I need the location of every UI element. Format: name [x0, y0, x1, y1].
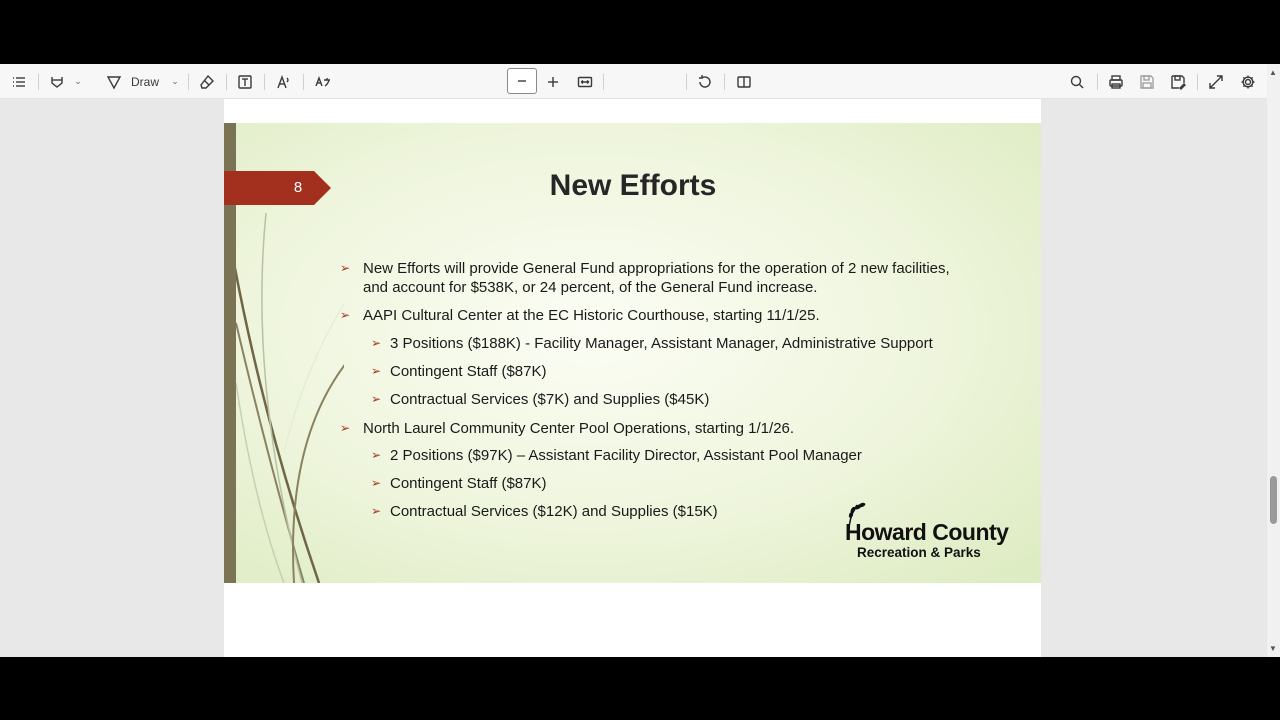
sub-bullet-text: Contractual Services ($12K) and Supplies ($15K): [390, 503, 718, 520]
page-view-icon[interactable]: [733, 64, 755, 99]
sub-bullet-text: 3 Positions ($188K) - Facility Manager, Assistant Manager, Administrative Support: [390, 335, 933, 352]
sub-bullet-text: 2 Positions ($97K) – Assistant Facility Director, Assistant Pool Manager: [390, 447, 862, 464]
bullet-arrow-icon: ➢: [371, 364, 382, 378]
scroll-down-icon[interactable]: ▼: [1269, 644, 1277, 653]
pdf-page: [224, 99, 1041, 657]
save-as-icon[interactable]: [1167, 64, 1189, 99]
draw-icon[interactable]: [104, 64, 124, 99]
scrollbar-thumb[interactable]: [1270, 476, 1277, 524]
search-icon[interactable]: [1066, 64, 1088, 99]
save-icon[interactable]: [1136, 64, 1158, 99]
print-icon[interactable]: [1105, 64, 1127, 99]
fit-page-icon[interactable]: [574, 64, 596, 99]
translate-icon[interactable]: [311, 64, 335, 99]
bullet-text: New Efforts will provide General Fund appropriations for the operation of 2 new facilities,: [363, 260, 950, 277]
draw-label: Draw: [130, 74, 159, 89]
zoom-out-icon: [514, 73, 530, 89]
logo-title: Howard County: [845, 519, 1009, 545]
draw-menu-chevron-icon[interactable]: ⌄: [171, 76, 179, 86]
bullet-arrow-icon: ➢: [371, 448, 382, 462]
erase-icon[interactable]: [196, 64, 218, 99]
sub-bullet-text: Contingent Staff ($87K): [390, 363, 547, 380]
sub-bullet-text: Contingent Staff ($87K): [390, 475, 547, 492]
slide-title: New Efforts: [549, 169, 717, 202]
draw-button[interactable]: [128, 64, 162, 99]
rotate-icon[interactable]: [694, 64, 716, 99]
bullet-text: AAPI Cultural Center at the EC Historic Courthouse, starting 11/1/25.: [363, 307, 820, 324]
bullet-arrow-icon: ➢: [340, 421, 351, 435]
slide-number-tag: [224, 171, 331, 205]
bullet-text: North Laurel Community Center Pool Operations, starting 1/1/26.: [363, 420, 795, 437]
letterbox-top: [0, 0, 1280, 64]
fullscreen-icon[interactable]: [1205, 64, 1227, 99]
read-aloud-icon[interactable]: [272, 64, 296, 99]
bullet-arrow-icon: ➢: [371, 504, 382, 518]
zoom-in-icon[interactable]: [542, 64, 564, 99]
bullet-arrow-icon: ➢: [340, 308, 351, 322]
text-box-icon[interactable]: [234, 64, 256, 99]
bullet-text: and account for $538K, or 24 percent, of the General Fund increase.: [363, 279, 818, 296]
letterbox-bottom: [0, 657, 1280, 720]
sub-bullet-text: Contractual Services ($7K) and Supplies ($45K): [390, 391, 710, 408]
highlight-menu-chevron-icon[interactable]: ⌄: [74, 76, 82, 86]
document-viewer[interactable]: [0, 99, 1267, 657]
slide-number: 8: [293, 179, 303, 196]
scroll-up-icon[interactable]: ▲: [1269, 68, 1277, 77]
zoom-out-button[interactable]: [507, 68, 537, 94]
slide: [224, 123, 1041, 583]
pdf-toolbar: [0, 64, 1280, 99]
contents-icon[interactable]: [8, 64, 30, 99]
bullet-arrow-icon: ➢: [371, 392, 382, 406]
vertical-scrollbar[interactable]: [1267, 64, 1280, 657]
bullet-arrow-icon: ➢: [371, 476, 382, 490]
logo-subtitle: Recreation & Parks: [857, 545, 981, 560]
settings-gear-icon[interactable]: [1237, 64, 1259, 99]
highlight-icon[interactable]: [46, 64, 68, 99]
bullet-arrow-icon: ➢: [371, 336, 382, 350]
howard-county-logo: [841, 501, 1026, 565]
bullet-arrow-icon: ➢: [340, 261, 351, 275]
